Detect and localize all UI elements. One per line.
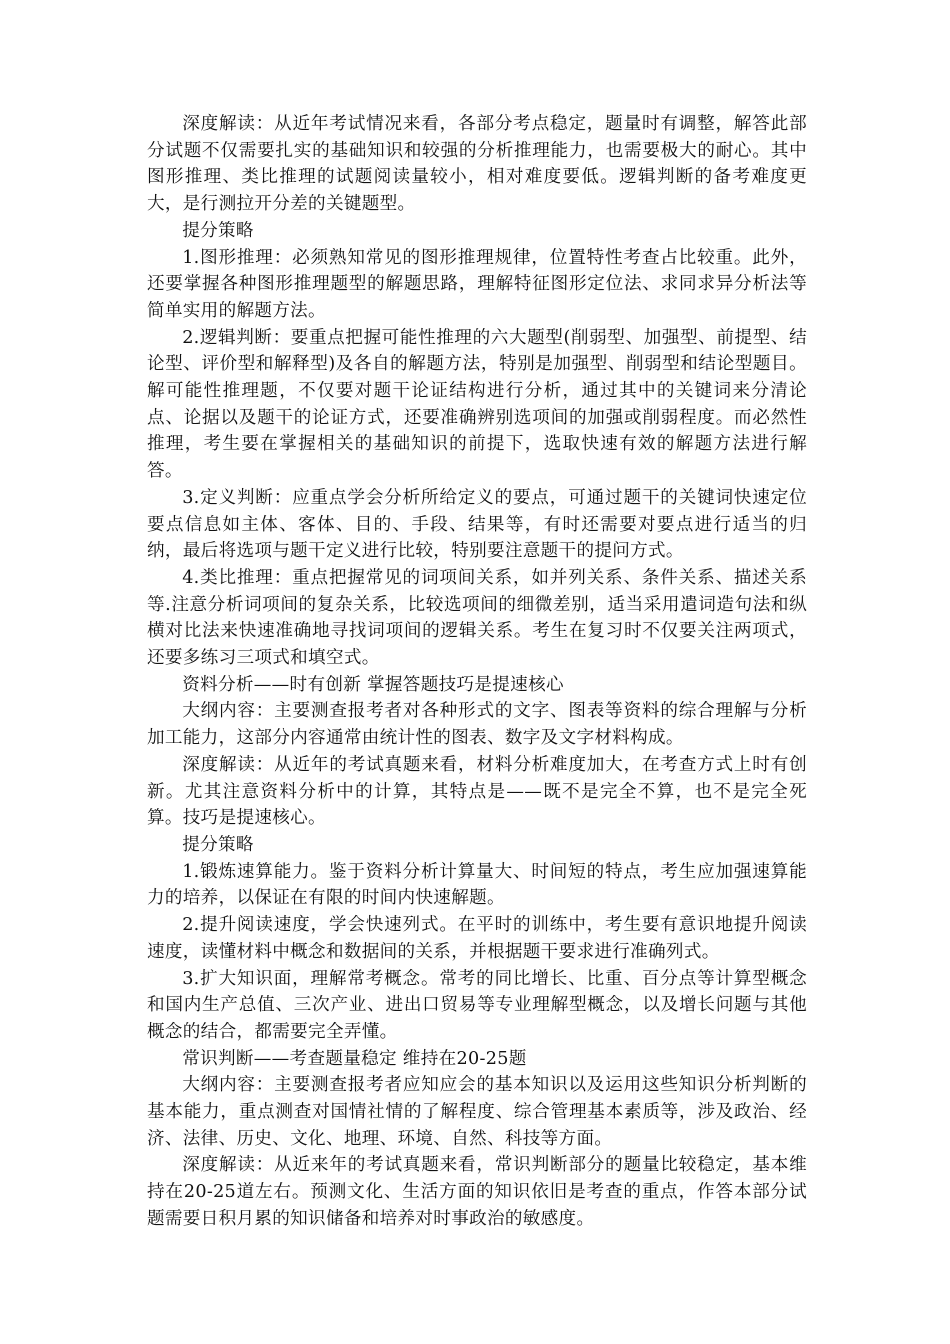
heading-strategy-2: 提分策略 (182, 834, 254, 855)
document-body (147, 111, 807, 1233)
paragraph-knowledge-scope: 3.扩大知识面，理解常考概念。常考的同比增长、比重、百分点等计算型概念和国内生产总值、三次产业、进出口贸易等专业理解型概念，以及增长问题与其他概念的结合，都需要完全弄懂。 (147, 968, 807, 1042)
section-heading-common-sense: 常识判断——考查题量稳定 维持在20-25题 (182, 1048, 527, 1069)
paragraph-speed-calculation: 1.锻炼速算能力。鉴于资料分析计算量大、时间短的特点，考生应加强速算能力的培养，以保证在有限的时间内快速解题。 (147, 861, 807, 909)
paragraph-reading-speed: 2.提升阅读速度，学会快速列式。在平时的训练中，考生要有意识地提升阅读速度，读懂材料中概念和数据间的关系，并根据题干要求进行准确列式。 (147, 915, 807, 962)
section-heading-data-analysis: 资料分析——时有创新 掌握答题技巧是提速核心 (182, 674, 564, 695)
paragraph-definition-judgment: 3.定义判断：应重点学会分析所给定义的要点，可通过题干的关键词快速定位要点信息如主体、客体、目的、手段、结果等，有时还需要对要点进行适当的归纳，最后将选项与题干定义进行比较，特别要注意题干的提问方式。 (147, 487, 807, 562)
heading-strategy-1: 提分策略 (182, 220, 254, 241)
paragraph-deep-reading-data: 深度解读：从近年的考试真题来看，材料分析难度加大，在考查方式上时有创新。尤其注意资料分析中的计算，其特点是——既不是完全不算，也不是完全死算。技巧是提速核心。 (147, 754, 807, 829)
paragraph-outline-data-analysis: 大纲内容：主要测查报考者对各种形式的文字、图表等资料的综合理解与分析加工能力，这部分内容通常由统计性的图表、数字及文字材料构成。 (147, 701, 807, 749)
paragraph-logical-judgment: 2.逻辑判断：要重点把握可能性推理的六大题型(削弱型、加强型、前提型、结论型、评价型和解释型)及各自的解题方法，特别是加强型、削弱型和结论型题目。解可能性推理题，不仅要对题干论证结构进行分析，通过其中的关键词来分清论点、论据以及题干的论证方式，还要准确辨别选项间的加强或削弱程度。而必然性推理，考生要在掌握相关的基础知识的前提下，选取快速有效的解题方法进行解答。 (147, 327, 807, 482)
paragraph-analogy-reasoning: 4.类比推理：重点把握常见的词项间关系，如并列关系、条件关系、描述关系等.注意分析词项间的复杂关系，比较选项间的细微差别，适当采用遣词造句法和纵横对比法来快速准确地寻找词项间的逻辑关系。考生在复习时不仅要关注两项式，还要多练习三项式和填空式。 (147, 567, 807, 669)
paragraph-deep-reading-common-sense: 深度解读：从近来年的考试真题来看，常识判断部分的题量比较稳定，基本维持在20-25道左右。预测文化、生活方面的知识依旧是考查的重点，作答本部分试题需要日积月累的知识储备和培养对时事政治的敏感度。 (147, 1155, 807, 1229)
paragraph-outline-common-sense: 大纲内容：主要测查报考者应知应会的基本知识以及运用这些知识分析判断的基本能力，重点测查对国情社情的了解程度、综合管理基本素质等，涉及政治、经济、法律、历史、文化、地理、环境、自然、科技等方面。 (147, 1075, 807, 1149)
paragraph-deep-reading-logic: 深度解读：从近年考试情况来看，各部分考点稳定，题量时有调整，解答此部分试题不仅需要扎实的基础知识和较强的分析推理能力，也需要极大的耐心。其中图形推理、类比推理的试题阅读量较小，相对难度要低。逻辑判断的备考难度更大，是行测拉开分差的关键题型。 (147, 114, 807, 215)
paragraph-graphic-reasoning: 1.图形推理：必须熟知常见的图形推理规律，位置特性考查占比较重。此外，还要掌握各种图形推理题型的解题思路，理解特征图形定位法、求同求异分析法等简单实用的解题方法。 (147, 247, 807, 321)
